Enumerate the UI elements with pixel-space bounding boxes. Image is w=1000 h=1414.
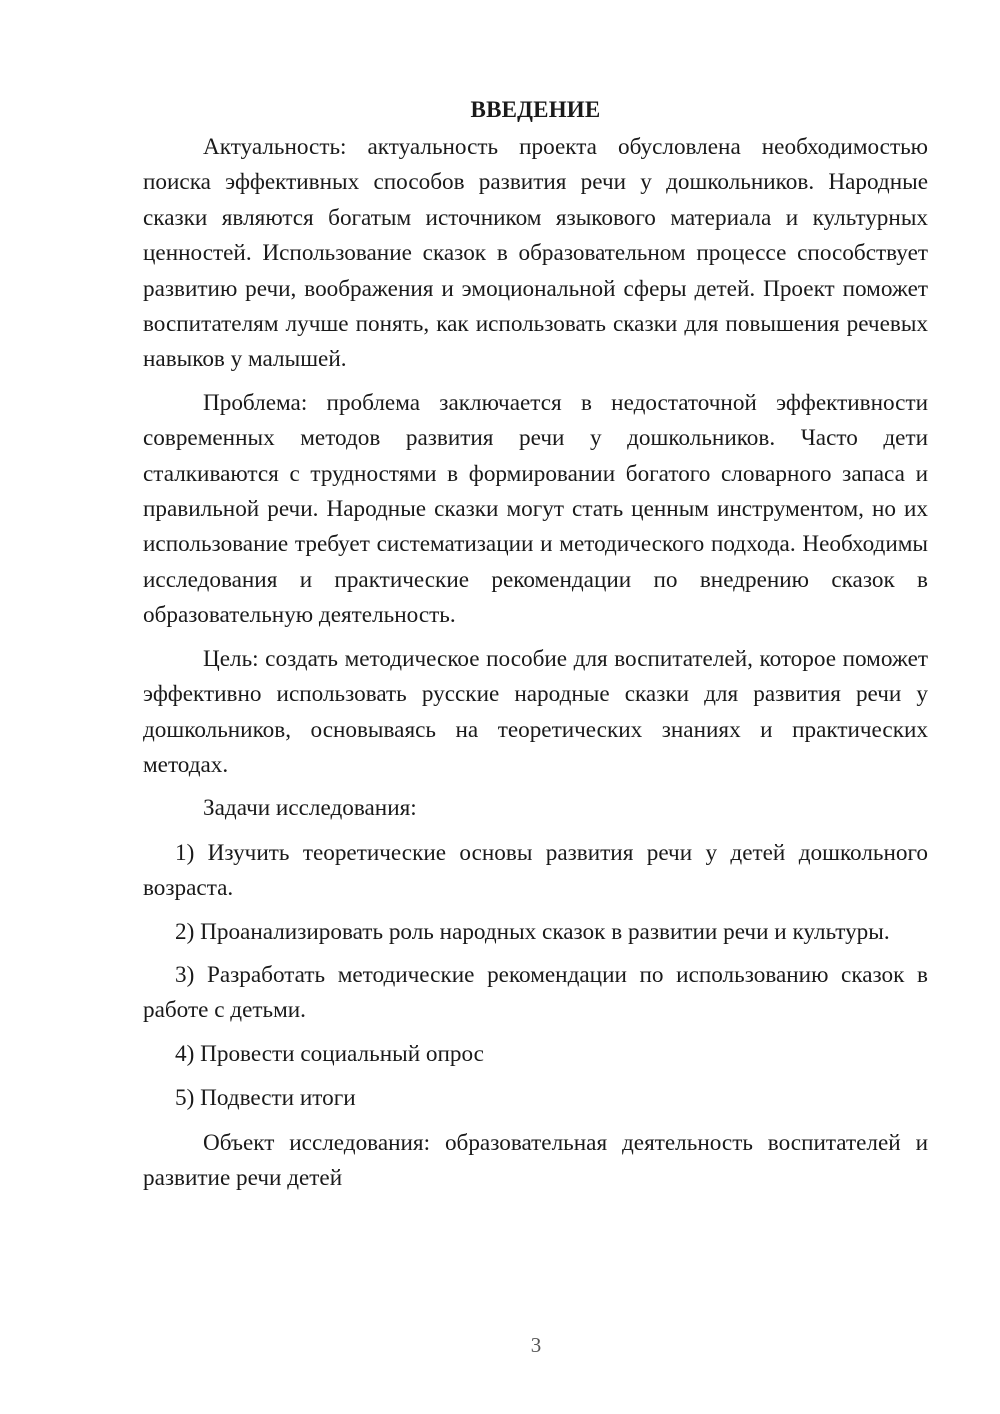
paragraph-goal: Цель: создать методическое пособие для воспитателей, которое поможет эффективно использовать русские народные сказки для развития речи у дошкольников, основываясь на теоретических знаниях и практических методах. <box>143 645 928 778</box>
task-item-2: 2) Проанализировать роль народных сказок в развитии речи и культуры. <box>175 918 890 945</box>
paragraph-object: Объект исследования: образовательная деятельность воспитателей и развитие речи детей <box>143 1129 928 1191</box>
paragraph-relevance: Актуальность: актуальность проекта обусловлена необходимостью поиска эффективных способов развития речи у дошкольников. Народные сказки являются богатым источником языкового материала и культурных ценностей. Использование сказок в образовательном процессе способствует развитию речи, воображения и эмоциональной сферы детей. Проект поможет воспитателям лучше понять, как использовать сказки для повышения речевых навыков у малышей. <box>143 134 928 373</box>
page-content <box>143 92 928 1204</box>
paragraph-problem: Проблема: проблема заключается в недостаточной эффективности современных методов развития речи у дошкольников. Часто дети сталкиваются с трудностями в формировании богатого словарного запаса и правильной речи. Народные сказки могут стать ценным инструментом, но их использование требует систематизации и методического подхода. Необходимы исследования и практические рекомендации по внедрению сказок в образовательную деятельность. <box>143 389 928 629</box>
tasks-heading: Задачи исследования: <box>203 795 417 822</box>
task-item-4: 4) Провести социальный опрос <box>175 1040 484 1067</box>
task-item-1: 1) Изучить теоретические основы развития речи у детей дошкольного возраста. <box>143 839 928 902</box>
task-item-3: 3) Разработать методические рекомендации по использованию сказок в работе с детьми. <box>143 961 928 1024</box>
page-title: ВВЕДЕНИЕ <box>470 97 601 122</box>
page-number: 3 <box>530 1333 542 1357</box>
task-item-5: 5) Подвести итоги <box>175 1085 356 1112</box>
